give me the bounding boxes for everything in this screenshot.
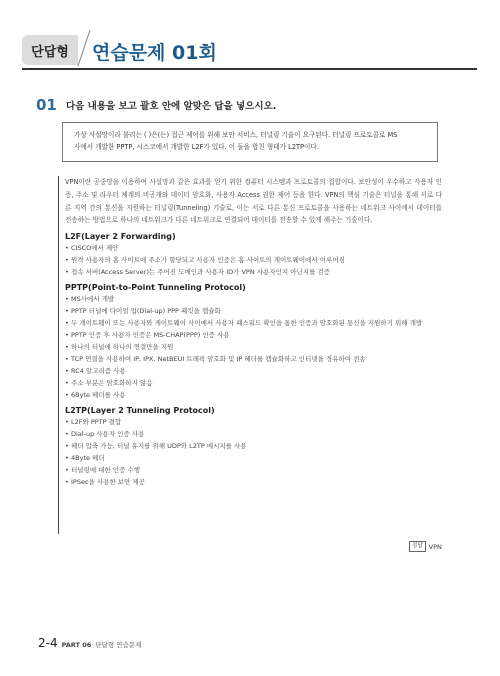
- list-item: • MS사에서 개발: [65, 293, 442, 305]
- page-number: 2-4: [38, 636, 58, 650]
- list-item: • TCP 연결을 사용하여 IP, IPX, NetBEUI 트래픽 암호화 및 IP 헤더를 캡슐화하고 인터넷을 경유하여 전송: [65, 353, 442, 365]
- list-item: • 하나의 터널에 하나의 연결만을 지원: [65, 341, 442, 353]
- section-list-l2tp: [65, 416, 442, 488]
- list-item: • 주소 부분은 암호화하지 않음: [65, 377, 442, 389]
- explanation-intro: VPN이란 공중망을 이용하여 사설망과 같은 효과를 얻기 위한 컴퓨터 시스템과 프로토콜의 집합이다. 보안성이 우수하고 사용자 인증, 주소 및 라우터 체계의 비공개와 데이터 암호화, 사용자 Access 권한 제어 등을 한다. VPN의 핵심 기술은 터널을 통해 서로 다른 지역 간의 통신을 지원하는 터널링(Tunneling) 기술로, 이는 서로 다른 통신 프로토콜을 사용하는 네트워크 사이에서 데이터를 전송하는 방법으로 하나의 네트워크가 다른 네트워크로 연결되어 데이터를 전송할 수 있게 해주는 기술이다.: [65, 178, 442, 225]
- footer-part: PART 06: [61, 641, 92, 649]
- section-list-pptp: [65, 293, 442, 401]
- explanation: [58, 176, 442, 534]
- list-item: • L2F와 PPTP 결합: [65, 416, 442, 428]
- list-item: • Dial-up 사용자 인증 사용: [65, 428, 442, 440]
- list-item: • 터널링에 대한 인증 수행: [65, 464, 442, 476]
- section-title-l2f: L2F(Layer 2 Forwarding): [65, 232, 176, 242]
- question-box: [62, 122, 438, 162]
- question-number: 01: [36, 96, 57, 114]
- list-item: • IPSec을 사용한 보안 제공: [65, 476, 442, 488]
- page-header: [0, 0, 500, 75]
- section-list-l2f: [65, 242, 442, 278]
- list-item: • 두 게이트웨이 또는 사용자와 게이트웨이 사이에서 사용자 패스워드 확인을 통한 인증과 암호화된 통신을 지원하기 위해 개발: [65, 317, 442, 329]
- list-item: • CISCO에서 제안: [65, 242, 442, 254]
- section-title-pptp: PPTP(Point-to-Point Tunneling Protocol): [65, 283, 246, 293]
- answer-label: 정답: [409, 541, 426, 552]
- header-rule: [22, 68, 477, 70]
- question-box-line-2: 사에서 개발한 PPTP, 시스코에서 개발한 L2F가 있다. 이 둘을 합친 형태가 L2TP이다.: [74, 143, 319, 151]
- page-title: 연습문제 01회: [92, 42, 217, 64]
- list-item: • 원격 사용자의 홈 사이트에 주소가 할당되고 사용자 인증은 홈 사이트의 게이트웨이에서 이루어짐: [65, 254, 442, 266]
- question-text: 다음 내용을 보고 괄호 안에 알맞은 답을 넣으시오.: [66, 101, 277, 112]
- list-item: • RC4 알고리즘 사용: [65, 365, 442, 377]
- answer-value: VPN: [428, 542, 442, 551]
- list-item: • 접속 서버(Access Server)는 주어진 도메인과 사용자 ID가 VPN 사용자인지 아닌지를 검증: [65, 266, 442, 278]
- list-item: • PPTP 터널에 다이얼 업(Dial-up) PPP 패킷을 캡슐화: [65, 305, 442, 317]
- list-item: • 헤더 압축 가능, 터널 유지를 위해 UDP와 L2TP 메시지를 사용: [65, 440, 442, 452]
- section-title-l2tp: L2TP(Layer 2 Tunneling Protocol): [65, 406, 215, 416]
- question-box-line-1: 가상 사설망이라 불리는 ( )은(는) 접근 제어를 위해 보안 서비스, 터널링 기술이 요구된다. 터널링 프로토콜로 MS: [74, 131, 398, 139]
- list-item: • PPTP 인증 후 사용자 인증은 MS-CHAP(PPP) 인증 사용: [65, 329, 442, 341]
- footer-chapter: 단답형 연습문제: [95, 641, 142, 649]
- slash-divider-icon: [74, 28, 94, 68]
- type-tag: 단답형: [22, 35, 78, 65]
- answer: [409, 541, 442, 552]
- list-item: • 6Byte 헤더를 사용: [65, 389, 442, 401]
- page-footer: [38, 636, 141, 650]
- list-item: • 4Byte 헤더: [65, 452, 442, 464]
